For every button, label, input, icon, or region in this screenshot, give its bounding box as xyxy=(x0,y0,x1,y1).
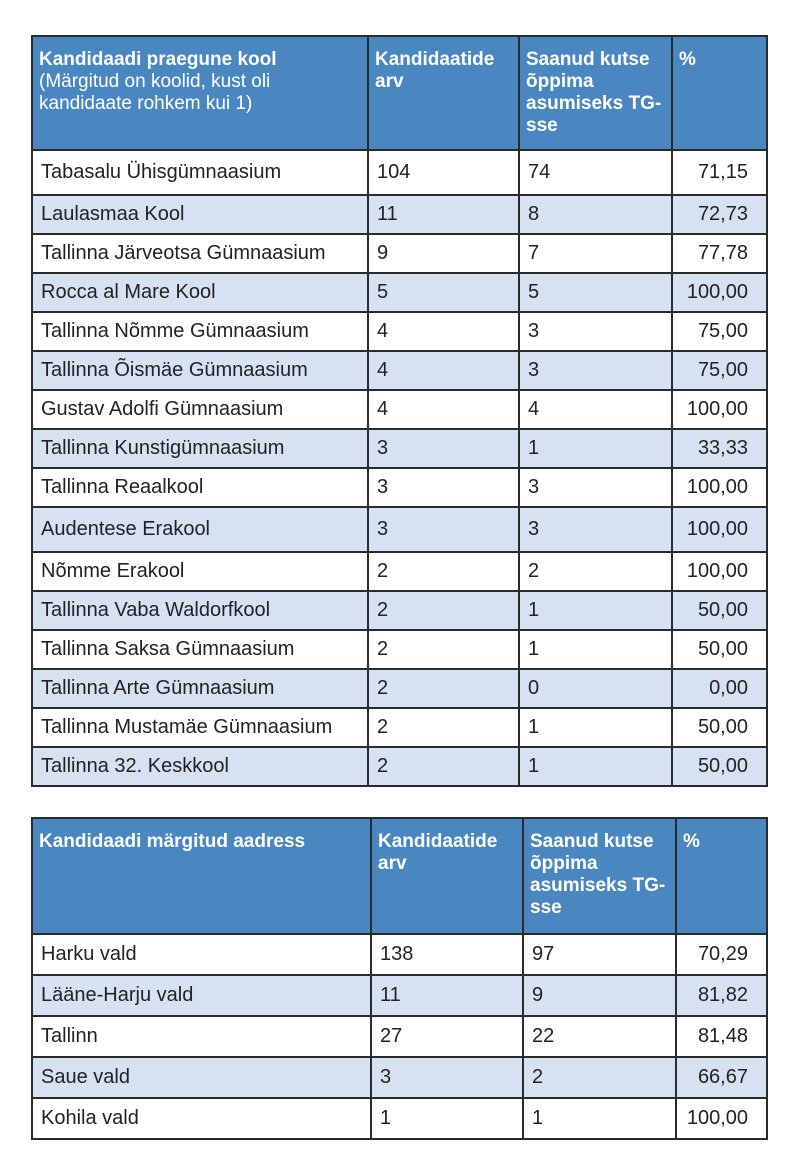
cell-count: 1 xyxy=(371,1098,523,1139)
cell-invited: 97 xyxy=(523,934,676,975)
table-row xyxy=(32,591,767,630)
cell-percent: 81,82 xyxy=(676,975,767,1016)
cell-name: Audentese Erakool xyxy=(32,507,368,552)
cell-count: 2 xyxy=(368,552,519,591)
cell-invited: 2 xyxy=(523,1057,676,1098)
cell-percent: 0,00 xyxy=(672,669,767,708)
table-row xyxy=(32,150,767,195)
cell-name: Nõmme Erakool xyxy=(32,552,368,591)
cell-invited: 9 xyxy=(523,975,676,1016)
table-row xyxy=(32,975,767,1016)
cell-percent: 72,73 xyxy=(672,195,767,234)
cell-name: Tallinna Saksa Gümnaasium xyxy=(32,630,368,669)
cell-percent: 33,33 xyxy=(672,429,767,468)
table-row xyxy=(32,747,767,786)
cell-name: Rocca al Mare Kool xyxy=(32,273,368,312)
cell-count: 2 xyxy=(368,708,519,747)
schools-table xyxy=(31,35,768,787)
cell-percent: 50,00 xyxy=(672,747,767,786)
cell-percent: 100,00 xyxy=(672,507,767,552)
cell-name: Lääne-Harju vald xyxy=(32,975,371,1016)
header-percent: % xyxy=(676,818,767,934)
header-invited: Saanud kutse õppima asumiseks TG-sse xyxy=(519,36,672,150)
cell-name: Tallinna 32. Keskkool xyxy=(32,747,368,786)
cell-count: 2 xyxy=(368,591,519,630)
table-row xyxy=(32,429,767,468)
table-row xyxy=(32,934,767,975)
table-row xyxy=(32,234,767,273)
header-address: Kandidaadi märgitud aadress xyxy=(32,818,371,934)
cell-percent: 66,67 xyxy=(676,1057,767,1098)
header-school-title: Kandidaadi praegune kool xyxy=(39,49,277,70)
cell-percent: 100,00 xyxy=(672,390,767,429)
cell-name: Tallinna Vaba Waldorfkool xyxy=(32,591,368,630)
cell-name: Tallinna Nõmme Gümnaasium xyxy=(32,312,368,351)
cell-invited: 8 xyxy=(519,195,672,234)
cell-percent: 50,00 xyxy=(672,630,767,669)
cell-invited: 1 xyxy=(523,1098,676,1139)
cell-count: 11 xyxy=(368,195,519,234)
cell-percent: 50,00 xyxy=(672,591,767,630)
cell-count: 11 xyxy=(371,975,523,1016)
table-row xyxy=(32,1057,767,1098)
cell-count: 2 xyxy=(368,669,519,708)
address-header-row xyxy=(32,818,767,934)
cell-invited: 3 xyxy=(519,507,672,552)
cell-percent: 50,00 xyxy=(672,708,767,747)
cell-percent: 100,00 xyxy=(672,552,767,591)
cell-invited: 2 xyxy=(519,552,672,591)
cell-invited: 1 xyxy=(519,747,672,786)
cell-count: 4 xyxy=(368,390,519,429)
header-invited: Saanud kutse õppima asumiseks TG-sse xyxy=(523,818,676,934)
cell-count: 9 xyxy=(368,234,519,273)
cell-name: Laulasmaa Kool xyxy=(32,195,368,234)
header-count: Kandidaatide arv xyxy=(368,36,519,150)
cell-percent: 77,78 xyxy=(672,234,767,273)
cell-invited: 3 xyxy=(519,351,672,390)
cell-invited: 3 xyxy=(519,468,672,507)
cell-name: Tallinn xyxy=(32,1016,371,1057)
header-school-note: (Märgitud on koolid, kust oli kandidaate rohkem kui 1) xyxy=(39,71,271,114)
header-percent: % xyxy=(672,36,767,150)
table-row xyxy=(32,507,767,552)
cell-name: Tallinna Reaalkool xyxy=(32,468,368,507)
table-row xyxy=(32,552,767,591)
address-table xyxy=(31,817,768,1140)
cell-percent: 71,15 xyxy=(672,150,767,195)
schools-header-row xyxy=(32,36,767,150)
cell-name: Saue vald xyxy=(32,1057,371,1098)
header-school xyxy=(32,36,368,150)
cell-invited: 3 xyxy=(519,312,672,351)
cell-percent: 70,29 xyxy=(676,934,767,975)
table-row xyxy=(32,1016,767,1057)
table-row xyxy=(32,312,767,351)
cell-invited: 1 xyxy=(519,630,672,669)
cell-percent: 75,00 xyxy=(672,351,767,390)
cell-count: 2 xyxy=(368,747,519,786)
cell-name: Tabasalu Ühisgümnaasium xyxy=(32,150,368,195)
cell-count: 27 xyxy=(371,1016,523,1057)
cell-invited: 22 xyxy=(523,1016,676,1057)
cell-invited: 1 xyxy=(519,591,672,630)
cell-percent: 81,48 xyxy=(676,1016,767,1057)
table-row xyxy=(32,630,767,669)
cell-name: Tallinna Õismäe Gümnaasium xyxy=(32,351,368,390)
cell-invited: 74 xyxy=(519,150,672,195)
cell-percent: 100,00 xyxy=(672,273,767,312)
cell-count: 4 xyxy=(368,351,519,390)
cell-percent: 100,00 xyxy=(672,468,767,507)
table-row xyxy=(32,468,767,507)
table-row xyxy=(32,390,767,429)
cell-count: 138 xyxy=(371,934,523,975)
cell-count: 3 xyxy=(368,507,519,552)
cell-name: Tallinna Mustamäe Gümnaasium xyxy=(32,708,368,747)
cell-percent: 100,00 xyxy=(676,1098,767,1139)
table-row xyxy=(32,273,767,312)
cell-invited: 4 xyxy=(519,390,672,429)
cell-count: 3 xyxy=(368,468,519,507)
cell-count: 5 xyxy=(368,273,519,312)
table-row xyxy=(32,708,767,747)
cell-count: 2 xyxy=(368,630,519,669)
cell-count: 104 xyxy=(368,150,519,195)
table-row xyxy=(32,195,767,234)
table-row xyxy=(32,1098,767,1139)
cell-count: 3 xyxy=(368,429,519,468)
cell-name: Harku vald xyxy=(32,934,371,975)
cell-invited: 1 xyxy=(519,429,672,468)
cell-name: Tallinna Arte Gümnaasium xyxy=(32,669,368,708)
cell-name: Kohila vald xyxy=(32,1098,371,1139)
cell-percent: 75,00 xyxy=(672,312,767,351)
cell-name: Gustav Adolfi Gümnaasium xyxy=(32,390,368,429)
cell-count: 4 xyxy=(368,312,519,351)
cell-invited: 0 xyxy=(519,669,672,708)
table-row xyxy=(32,351,767,390)
cell-count: 3 xyxy=(371,1057,523,1098)
cell-name: Tallinna Järveotsa Gümnaasium xyxy=(32,234,368,273)
cell-name: Tallinna Kunstigümnaasium xyxy=(32,429,368,468)
table-row xyxy=(32,669,767,708)
header-count: Kandidaatide arv xyxy=(371,818,523,934)
cell-invited: 1 xyxy=(519,708,672,747)
cell-invited: 7 xyxy=(519,234,672,273)
cell-invited: 5 xyxy=(519,273,672,312)
